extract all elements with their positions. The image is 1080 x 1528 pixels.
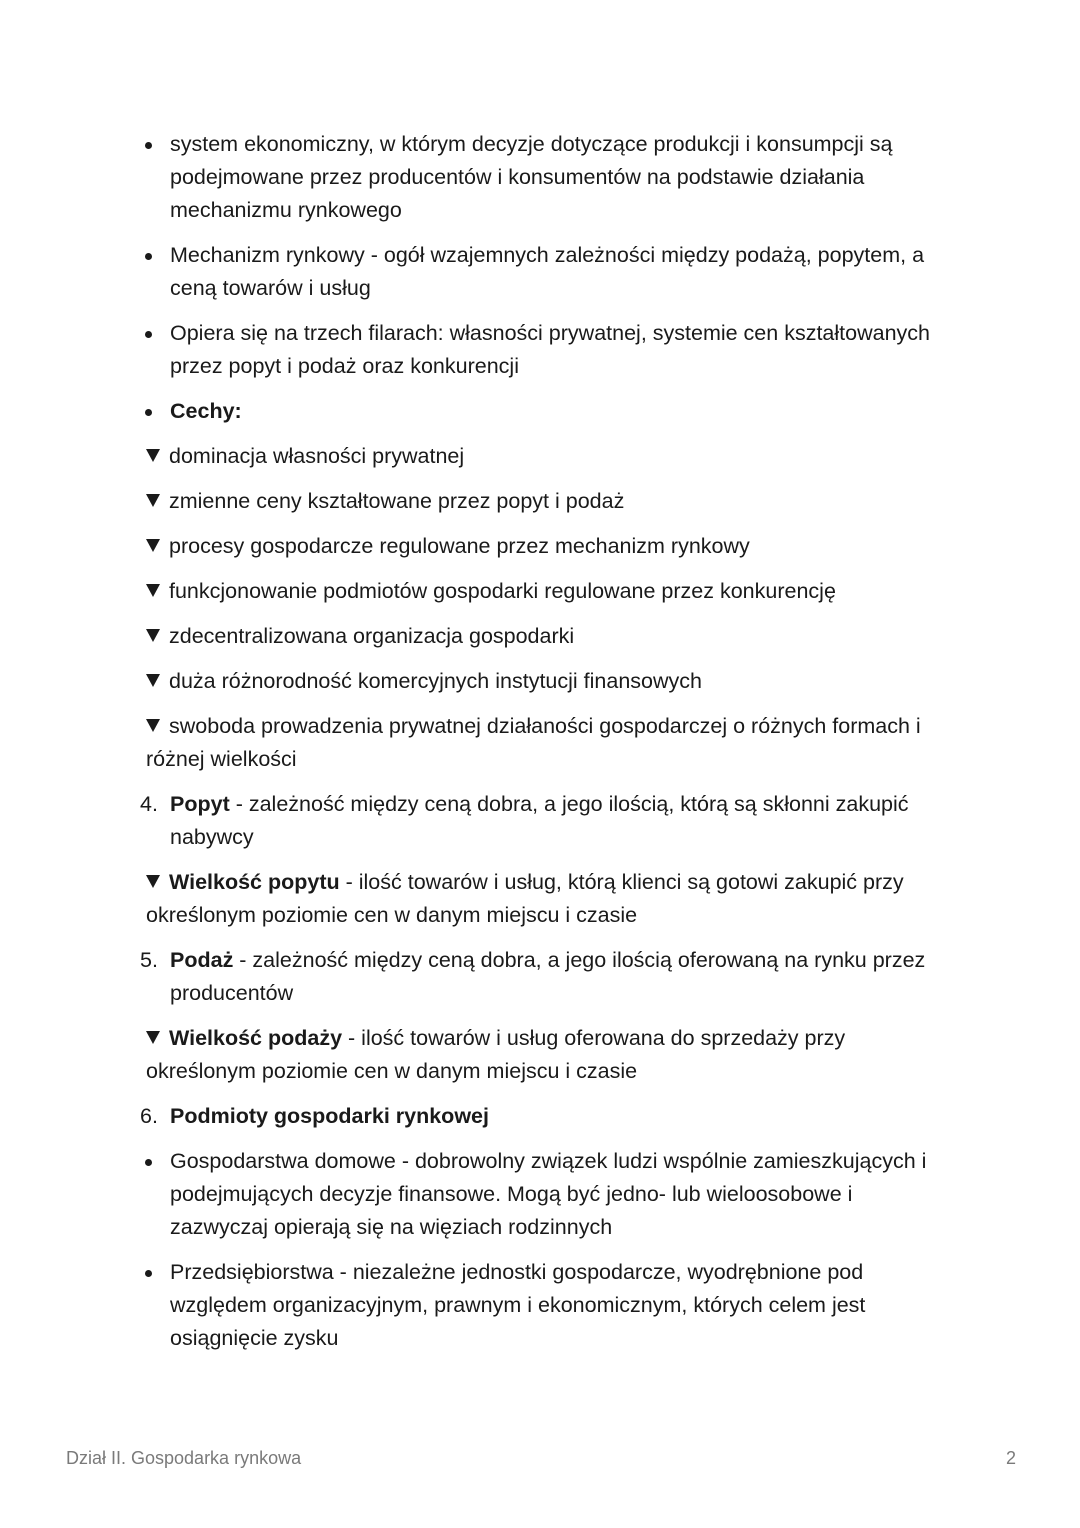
- feature-text: procesy gospodarcze regulowane przez mechanizm rynkowy: [169, 534, 750, 558]
- term-popyt: Popyt: [170, 792, 230, 816]
- item-number: 4.: [140, 792, 158, 816]
- definition-text: - zależność między ceną dobra, a jego ilością, którą są skłonni zakupić nabywcy: [170, 792, 909, 849]
- numbered-item-5: [0, 944, 1080, 1010]
- bullet-text: Gospodarstwa domowe - dobrowolny związek ludzi wspólnie zamieszkujących i podejmujących decyzje finansowe. Mogą być jedno- lub wieloosobowe i zazwyczaj opierają się na więziach rodzinnych: [170, 1149, 927, 1239]
- feature-text: swoboda prowadzenia prywatnej działaności gospodarczej o różnych formach i różnej wielkości: [146, 714, 921, 771]
- list-item: [0, 395, 1080, 428]
- item-number: 6.: [140, 1104, 158, 1128]
- triangle-down-icon: [146, 539, 160, 552]
- triangle-down-icon: [146, 494, 160, 507]
- feature-item: [0, 710, 1080, 776]
- triangle-down-icon: [146, 875, 160, 888]
- definition-text: - ilość towarów i usług oferowana do sprzedaży przy określonym poziomie cen w danym miejscu i czasie: [146, 1026, 846, 1083]
- footer-page-number: 2: [1005, 1448, 1016, 1468]
- triangle-down-icon: [146, 674, 160, 687]
- triangle-down-icon: [146, 629, 160, 642]
- feature-item: [0, 665, 1080, 698]
- footer-section-title: Dział II. Gospodarka rynkowa: [66, 1448, 302, 1468]
- term-wielkosc-podazy: Wielkość podaży: [169, 1026, 343, 1050]
- bullet-text: Mechanizm rynkowy - ogół wzajemnych zależności między podażą, popytem, a ceną towarów i usług: [170, 243, 925, 300]
- numbered-item-4: [0, 788, 1080, 854]
- feature-text: zmienne ceny kształtowane przez popyt i podaż: [169, 489, 625, 513]
- feature-item: [0, 575, 1080, 608]
- page-content: [0, 128, 1080, 1355]
- feature-text: duża różnorodność komercyjnych instytucji finansowych: [169, 669, 702, 693]
- bullet-icon: [145, 142, 152, 149]
- definition-text: - zależność między ceną dobra, a jego ilością oferowaną na rynku przez producentów: [170, 948, 926, 1005]
- feature-text: funkcjonowanie podmiotów gospodarki regulowane przez konkurencję: [169, 579, 836, 603]
- sub-definition: [0, 866, 1080, 932]
- bullet-icon: [145, 1270, 152, 1277]
- bullet-icon: [145, 1159, 152, 1166]
- bullet-icon: [145, 331, 152, 338]
- bullet-text: system ekonomiczny, w którym decyzje dotyczące produkcji i konsumpcji są podejmowane przez producentów i konsumentów na podstawie działania mechanizmu rynkowego: [170, 132, 893, 222]
- triangle-down-icon: [146, 449, 160, 462]
- term-podmioty: Podmioty gospodarki rynkowej: [170, 1104, 489, 1128]
- list-item: [0, 1145, 1080, 1244]
- bullet-icon: [145, 409, 152, 416]
- term-podaz: Podaż: [170, 948, 234, 972]
- cechy-heading: Cechy:: [170, 399, 242, 423]
- list-item: [0, 239, 1080, 305]
- feature-text: zdecentralizowana organizacja gospodarki: [169, 624, 575, 648]
- triangle-down-icon: [146, 1031, 160, 1044]
- triangle-down-icon: [146, 584, 160, 597]
- feature-item: [0, 440, 1080, 473]
- definition-text: - ilość towarów i usług, którą klienci są gotowi zakupić przy określonym poziomie cen w danym miejscu i czasie: [146, 870, 904, 927]
- list-item: [0, 317, 1080, 383]
- term-wielkosc-popytu: Wielkość popytu: [169, 870, 340, 894]
- numbered-item-6: [0, 1100, 1080, 1133]
- item-number: 5.: [140, 948, 158, 972]
- bullet-text: Przedsiębiorstwa - niezależne jednostki gospodarcze, wyodrębnione pod względem organizacyjnym, prawnym i ekonomicznym, których celem jest osiągnięcie zysku: [170, 1260, 866, 1350]
- triangle-down-icon: [146, 719, 160, 732]
- feature-text: dominacja własności prywatnej: [169, 444, 465, 468]
- bullet-icon: [145, 253, 152, 260]
- list-item: [0, 128, 1080, 227]
- feature-item: [0, 485, 1080, 518]
- feature-item: [0, 620, 1080, 653]
- list-item: [0, 1256, 1080, 1355]
- bullet-text: Opiera się na trzech filarach: własności prywatnej, systemie cen kształtowanych przez popyt i podaż oraz konkurencji: [170, 321, 930, 378]
- feature-item: [0, 530, 1080, 563]
- sub-definition: [0, 1022, 1080, 1088]
